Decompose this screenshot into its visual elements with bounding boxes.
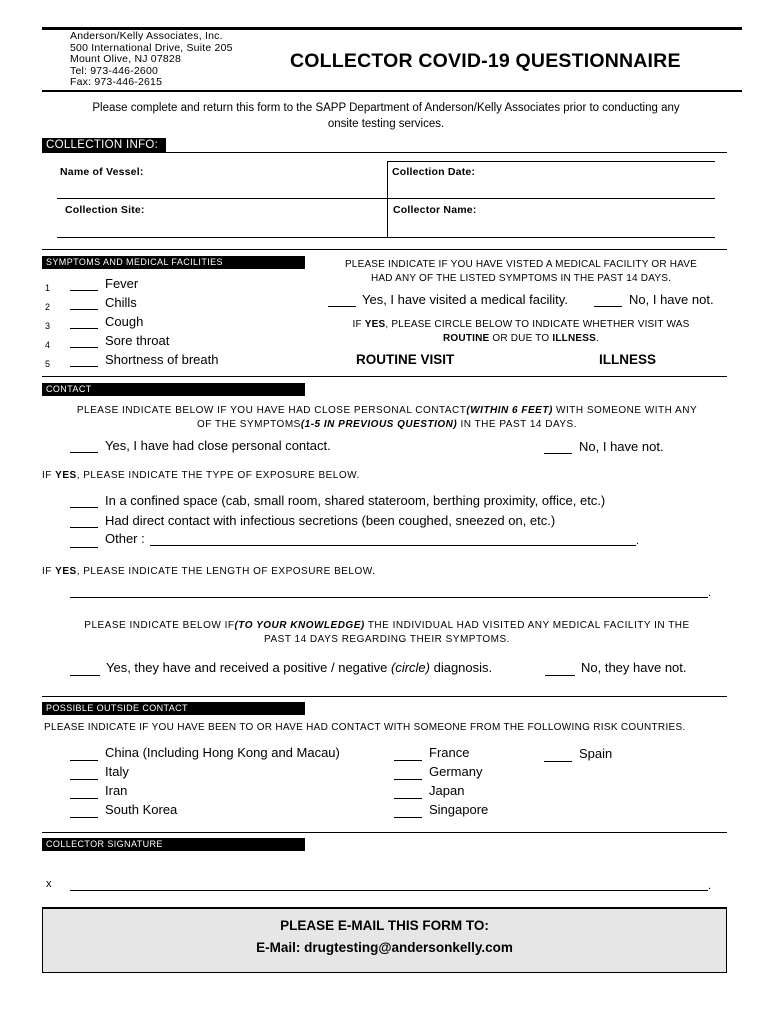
line-end-period: .	[708, 587, 712, 599]
medical-visit-question-line: PAST 14 DAYS REGARDING THEIR SYMPTOMS.	[264, 634, 510, 645]
text-fragment: (WITHIN 6 FEET)	[466, 405, 553, 416]
circle-instruction-line	[316, 318, 726, 332]
medical-visit-question	[42, 619, 732, 647]
country-check-france[interactable]	[394, 749, 422, 761]
text-fragment: (1-5 IN PREVIOUS QUESTION)	[300, 419, 458, 430]
text-fragment: ILLNESS	[552, 333, 596, 344]
country-check-china[interactable]	[70, 749, 98, 761]
exposure-length-field[interactable]	[70, 597, 708, 598]
country-label: Japan	[429, 783, 465, 798]
exposure-secretions-check[interactable]	[70, 516, 98, 528]
diagnosis-yes-label	[106, 660, 492, 675]
symptoms-heading: SYMPTOMS AND MEDICAL FACILITIES	[42, 256, 305, 269]
text-fragment: Yes, they have and received a positive / negative	[106, 660, 391, 675]
symptom-label: Chills	[105, 295, 137, 310]
text-fragment: IF	[352, 319, 365, 330]
option-routine-visit[interactable]: ROUTINE VISIT	[356, 352, 455, 367]
visited-no-label: No, I have not.	[629, 292, 714, 307]
text-fragment: IF	[42, 566, 56, 577]
visited-no-check[interactable]	[594, 295, 622, 307]
country-check-singapore[interactable]	[394, 806, 422, 818]
collection-info-heading: COLLECTION INFO:	[42, 138, 166, 153]
collector-name-field[interactable]	[490, 200, 714, 235]
collection-info-rule	[166, 152, 727, 153]
symptom-check-fever[interactable]	[70, 279, 98, 291]
facility-question-line: HAD ANY OF THE LISTED SYMPTOMS IN THE PAST 14 DAYS.	[370, 273, 672, 284]
text-fragment: PLEASE INDICATE BELOW IF YOU HAVE HAD CLOSE PERSONAL CONTACT	[76, 405, 467, 416]
intro-line: Please complete and return this form to the SAPP Department of Anderson/Kelly Associates prior to conducting any	[92, 102, 680, 114]
item-number: 2	[45, 302, 51, 312]
risk-countries-question: PLEASE INDICATE IF YOU HAVE BEEN TO OR HAVE HAD CONTACT WITH SOMEONE FROM THE FOLLOWING RISK COUNTRIES.	[44, 722, 686, 733]
email-address[interactable]: E-Mail: drugtesting@andersonkelly.com	[256, 940, 513, 955]
text-fragment: ROUTINE	[443, 333, 490, 344]
visited-yes-check[interactable]	[328, 295, 356, 307]
exposure-length-instruction	[42, 566, 375, 577]
option-illness[interactable]: ILLNESS	[599, 352, 657, 367]
contact-heading: CONTACT	[42, 383, 305, 396]
line-end-period: .	[636, 535, 640, 547]
collection-date-field[interactable]	[490, 162, 714, 196]
symptom-check-sore-throat[interactable]	[70, 336, 98, 348]
table-divider	[387, 161, 388, 237]
text-fragment: PLEASE INDICATE BELOW IF	[84, 620, 235, 631]
signature-top-rule	[42, 832, 727, 833]
vessel-label: Name of Vessel:	[60, 166, 144, 178]
text-fragment: YES	[55, 470, 77, 481]
symptom-check-shortness-of-breath[interactable]	[70, 355, 98, 367]
contact-no-check[interactable]	[544, 442, 572, 454]
country-check-italy[interactable]	[70, 768, 98, 780]
intro-text	[40, 100, 732, 132]
address-line: Anderson/Kelly Associates, Inc.	[70, 30, 223, 42]
country-label: Iran	[105, 783, 128, 798]
intro-line: onsite testing services.	[327, 118, 445, 130]
country-label: Germany	[429, 764, 483, 779]
exposure-other-check[interactable]	[70, 536, 98, 548]
company-address	[70, 31, 233, 89]
exposure-label: In a confined space (cab, small room, shared stateroom, berthing proximity, office, etc.)	[105, 493, 606, 508]
form-title: COLLECTOR COVID-19 QUESTIONNAIRE	[290, 50, 681, 72]
diagnosis-no-check[interactable]	[545, 664, 575, 676]
contact-yes-check[interactable]	[70, 441, 98, 453]
exposure-confined-check[interactable]	[70, 496, 98, 508]
collector-name-label: Collector Name:	[393, 204, 477, 216]
country-check-iran[interactable]	[70, 787, 98, 799]
text-fragment: OR DUE TO	[489, 333, 553, 344]
text-fragment: THE INDIVIDUAL HAD VISITED ANY MEDICAL FACILITY IN THE	[364, 620, 690, 631]
country-label: Singapore	[429, 802, 489, 817]
other-exposure-field[interactable]	[150, 545, 636, 546]
table-mid-line	[57, 198, 715, 199]
item-number: 1	[45, 283, 51, 293]
symptom-check-chills[interactable]	[70, 298, 98, 310]
signature-x-mark: x	[46, 878, 52, 890]
visited-yes-label: Yes, I have visited a medical facility.	[362, 292, 568, 307]
exposure-label: Other :	[105, 531, 145, 546]
exposure-type-instruction	[42, 470, 360, 481]
item-number: 3	[45, 321, 51, 331]
email-instructions-box	[42, 907, 727, 973]
item-number: 4	[45, 340, 51, 350]
contact-no-label: No, I have not.	[579, 439, 664, 454]
email-instructions-heading: PLEASE E-MAIL THIS FORM TO:	[280, 918, 489, 933]
address-line: Mount Olive, NJ 07828	[70, 53, 182, 65]
country-label: China (Including Hong Kong and Macau)	[105, 745, 340, 760]
text-fragment: , PLEASE INDICATE THE LENGTH OF EXPOSURE BELOW.	[76, 566, 376, 577]
contact-question-line	[42, 404, 732, 418]
signature-field[interactable]	[70, 890, 708, 891]
text-fragment: , PLEASE CIRCLE BELOW TO INDICATE WHETHER VISIT WAS	[385, 319, 690, 330]
text-fragment: , PLEASE INDICATE THE TYPE OF EXPOSURE BELOW.	[76, 470, 360, 481]
symptom-check-cough[interactable]	[70, 317, 98, 329]
address-line: Fax: 973-446-2615	[70, 76, 163, 88]
address-line: Tel: 973-446-2600	[70, 64, 159, 77]
country-check-germany[interactable]	[394, 768, 422, 780]
country-label: South Korea	[105, 802, 178, 817]
circle-instruction-line	[316, 332, 726, 346]
collection-site-field[interactable]	[160, 200, 385, 235]
symptom-label: Fever	[105, 276, 139, 291]
text-fragment: IN THE PAST 14 DAYS.	[457, 419, 577, 430]
country-label: Spain	[579, 746, 613, 761]
address-line: 500 International Drive, Suite 205	[70, 41, 233, 54]
vessel-field[interactable]	[160, 162, 385, 196]
text-fragment: (circle)	[390, 660, 430, 675]
contact-question	[42, 404, 732, 432]
collection-date-label: Collection Date:	[392, 166, 476, 178]
contact-question-line	[42, 418, 732, 432]
medical-visit-question-line	[42, 619, 732, 633]
item-number: 5	[45, 359, 51, 369]
symptom-label: Cough	[105, 314, 144, 329]
signature-heading: COLLECTOR SIGNATURE	[42, 838, 305, 851]
country-label: Italy	[105, 764, 129, 779]
table-bottom-line	[57, 237, 715, 238]
symptoms-top-rule	[42, 249, 727, 250]
facility-question	[316, 258, 726, 286]
country-check-spain[interactable]	[544, 750, 572, 762]
symptom-label: Sore throat	[105, 333, 170, 348]
facility-question-line: PLEASE INDICATE IF YOU HAVE VISTED A MEDICAL FACILITY OR HAVE	[344, 259, 698, 270]
exposure-label: Had direct contact with infectious secretions (been coughed, sneezed on, etc.)	[105, 513, 556, 528]
text-fragment: diagnosis.	[429, 660, 493, 675]
symptom-label: Shortness of breath	[105, 352, 219, 367]
country-check-japan[interactable]	[394, 787, 422, 799]
text-fragment: OF THE SYMPTOMS	[197, 419, 301, 430]
outside-contact-heading: POSSIBLE OUTSIDE CONTACT	[42, 702, 305, 715]
text-fragment: (TO YOUR KNOWLEDGE)	[234, 620, 365, 631]
country-check-south-korea[interactable]	[70, 806, 98, 818]
diagnosis-yes-check[interactable]	[70, 664, 100, 676]
contact-yes-label: Yes, I have had close personal contact.	[105, 438, 331, 453]
text-fragment: YES	[55, 566, 77, 577]
text-fragment: WITH SOMEONE WITH ANY	[552, 405, 698, 416]
header-bottom-rule	[42, 90, 742, 92]
collection-site-label: Collection Site:	[65, 204, 145, 216]
outside-contact-top-rule	[42, 696, 727, 697]
diagnosis-no-label: No, they have not.	[581, 660, 687, 675]
circle-instruction	[316, 318, 726, 346]
country-label: France	[429, 745, 470, 760]
text-fragment: YES	[364, 319, 386, 330]
text-fragment: .	[596, 333, 599, 344]
contact-top-rule	[42, 376, 727, 377]
line-end-period: .	[708, 880, 712, 892]
text-fragment: IF	[42, 470, 56, 481]
